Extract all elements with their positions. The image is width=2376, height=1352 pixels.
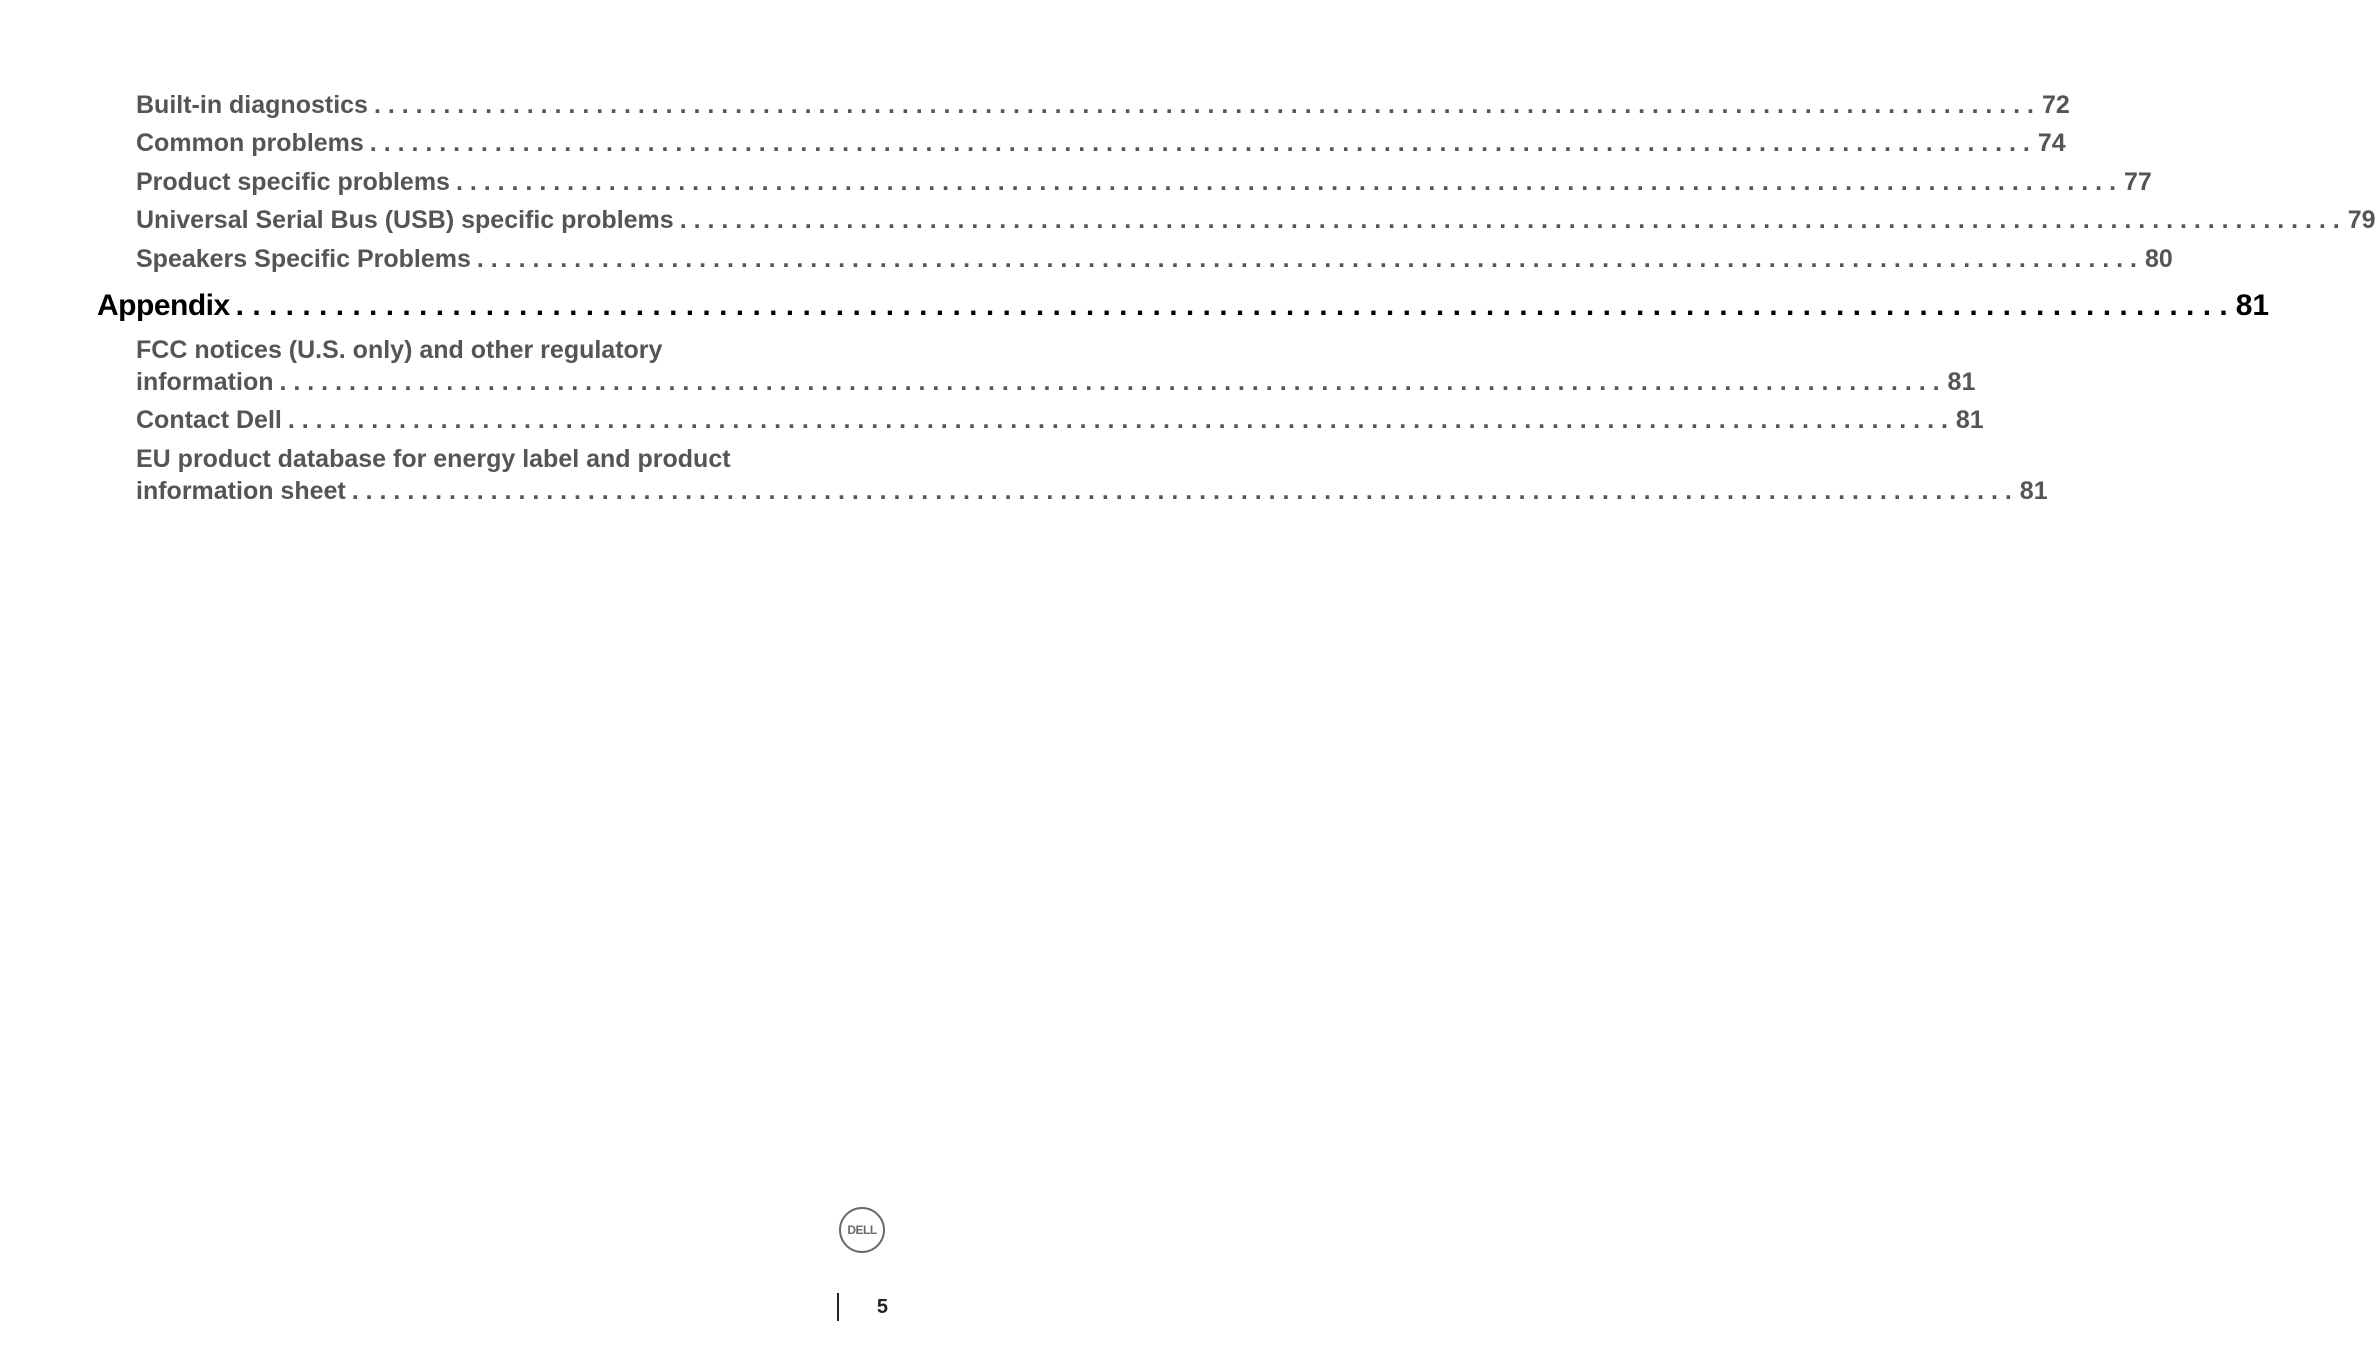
- toc-entry-title: information: [136, 368, 274, 396]
- toc-entry-product-specific-problems[interactable]: [136, 166, 2152, 198]
- footer-divider: [837, 1293, 839, 1321]
- dot-leader: . . . . . . . . . . . . . . . . . . . . . . . . . . . . . . . . . . . . . . . . . . . . . . . . . . . . . . . . . . . . . . . . . . . . . . . . . . . . . . . . . . . . . . . . . . . . . . . . . . . . . . . . . . . . . . . . . . . . . . . .: [476, 245, 2137, 273]
- toc-entry-page: 77: [2124, 168, 2152, 196]
- toc-chapter-title: Appendix: [97, 289, 230, 322]
- dot-leader: . . . . . . . . . . . . . . . . . . . . . . . . . . . . . . . . . . . . . . . . . . . . . . . . . . . . . . . . . . . . . . . . . . . . . . . . . . . . . . . . . . . . . . . . . . . . . . . . . . . . . . . . . . . . . . . . . . . . . . . .: [369, 129, 2030, 157]
- toc-entry-title: Product specific problems: [136, 168, 450, 196]
- toc-chapter-page: 81: [2235, 289, 2270, 322]
- toc-entry-page: 81: [2019, 477, 2048, 505]
- toc-entry-eu-database-line1[interactable]: EU product database for energy label and product: [136, 445, 731, 473]
- toc-entry-title: Common problems: [136, 129, 364, 157]
- toc-entry-page: 74: [2037, 129, 2066, 157]
- toc-entry-page: 81: [1955, 406, 1984, 434]
- dot-leader: . . . . . . . . . . . . . . . . . . . . . . . . . . . . . . . . . . . . . . . . . . . . . . . . . . . . . . . . . . . . . . . . . . . . . . . . . . . . . . . . . . . . . . . . . . . . . . . . . . . . . . . . . . . . . . . . . . . . . . . .: [455, 168, 2117, 196]
- toc-entry-page: 81: [1947, 368, 1976, 396]
- dot-leader: . . . . . . . . . . . . . . . . . . . . . . . . . . . . . . . . . . . . . . . . . . . . . . . . . . . . . . . . . . . . . . . . . . . . . . . . . . . . . . . . . . . . . . . . . . . . . . . . . . . . . . . . . . . . . . . . . . . . . . . .: [287, 406, 1948, 434]
- dell-logo: [839, 1207, 885, 1253]
- toc-entry-eu-database[interactable]: [136, 475, 2048, 507]
- dot-leader: . . . . . . . . . . . . . . . . . . . . . . . . . . . . . . . . . . . . . . . . . . . . . . . . . . . . . . . . . . . . . . . . . . . . . . . . . . . . . . . . . . . . . . . . . . . . . . . . . . . . . . . . . . . . . . . . . . . . . . . .: [351, 477, 2012, 505]
- page-number: 5: [876, 1296, 888, 1318]
- toc-entry-usb-specific-problems[interactable]: [136, 204, 2376, 236]
- toc-entry-page: 80: [2144, 245, 2173, 273]
- toc-entry-built-in-diagnostics[interactable]: [136, 89, 2070, 121]
- toc-entry-contact-dell[interactable]: [136, 404, 1984, 436]
- toc-entry-title: Universal Serial Bus (USB) specific problems: [136, 206, 674, 234]
- toc-entry-fcc-notices[interactable]: [136, 366, 1976, 398]
- toc-entry-title: Contact Dell: [136, 406, 282, 434]
- toc-entry-fcc-notices-line1[interactable]: FCC notices (U.S. only) and other regulatory: [136, 336, 663, 364]
- logo-text: DELL: [847, 1223, 877, 1237]
- toc-entry-page: 79: [2347, 206, 2376, 234]
- toc-entry-page: 72: [2042, 91, 2070, 119]
- toc-entry-title: Speakers Specific Problems: [136, 245, 471, 273]
- dot-leader: . . . . . . . . . . . . . . . . . . . . . . . . . . . . . . . . . . . . . . . . . . . . . . . . . . . . . . . . . . . . . . . . . . . . . . . . . . . . . . . . . . . . . . . . . . . . . . . . . . . . . . . . . . . . . . . . . . . . . . . .: [679, 206, 2340, 234]
- dot-leader: . . . . . . . . . . . . . . . . . . . . . . . . . . . . . . . . . . . . . . . . . . . . . . . . . . . . . . . . . . . . . . . . . . . . . . . . . . . . . . . . . . . . . . . . . . . . . . . . . . . . . . . . . . . . . . . . . . . . . . . .: [279, 368, 1940, 396]
- dot-leader: . . . . . . . . . . . . . . . . . . . . . . . . . . . . . . . . . . . . . . . . . . . . . . . . . . . . . . . . . . . . . . . . . . . . . . . . . . . . . . . . . . . . . . . . . . . . . . . . . . . . . . . . . . . . . . . . . . . . . . . .: [373, 91, 2034, 119]
- toc-entry-common-problems[interactable]: [136, 127, 2066, 159]
- toc-chapter-appendix[interactable]: [97, 287, 2270, 325]
- toc-entry-title: Built-in diagnostics: [136, 91, 368, 119]
- toc-entry-speakers-specific-problems[interactable]: [136, 243, 2173, 275]
- dot-leader: . . . . . . . . . . . . . . . . . . . . . . . . . . . . . . . . . . . . . . . . . . . . . . . . . . . . . . . . . . . . . . . . . . . . . . . . . . . . . . . . . . . . . . . . . . . . . . . . . . . . . . . . . . . . . . . . . . . . . . . .: [235, 289, 2228, 322]
- toc-entry-title: information sheet: [136, 477, 346, 505]
